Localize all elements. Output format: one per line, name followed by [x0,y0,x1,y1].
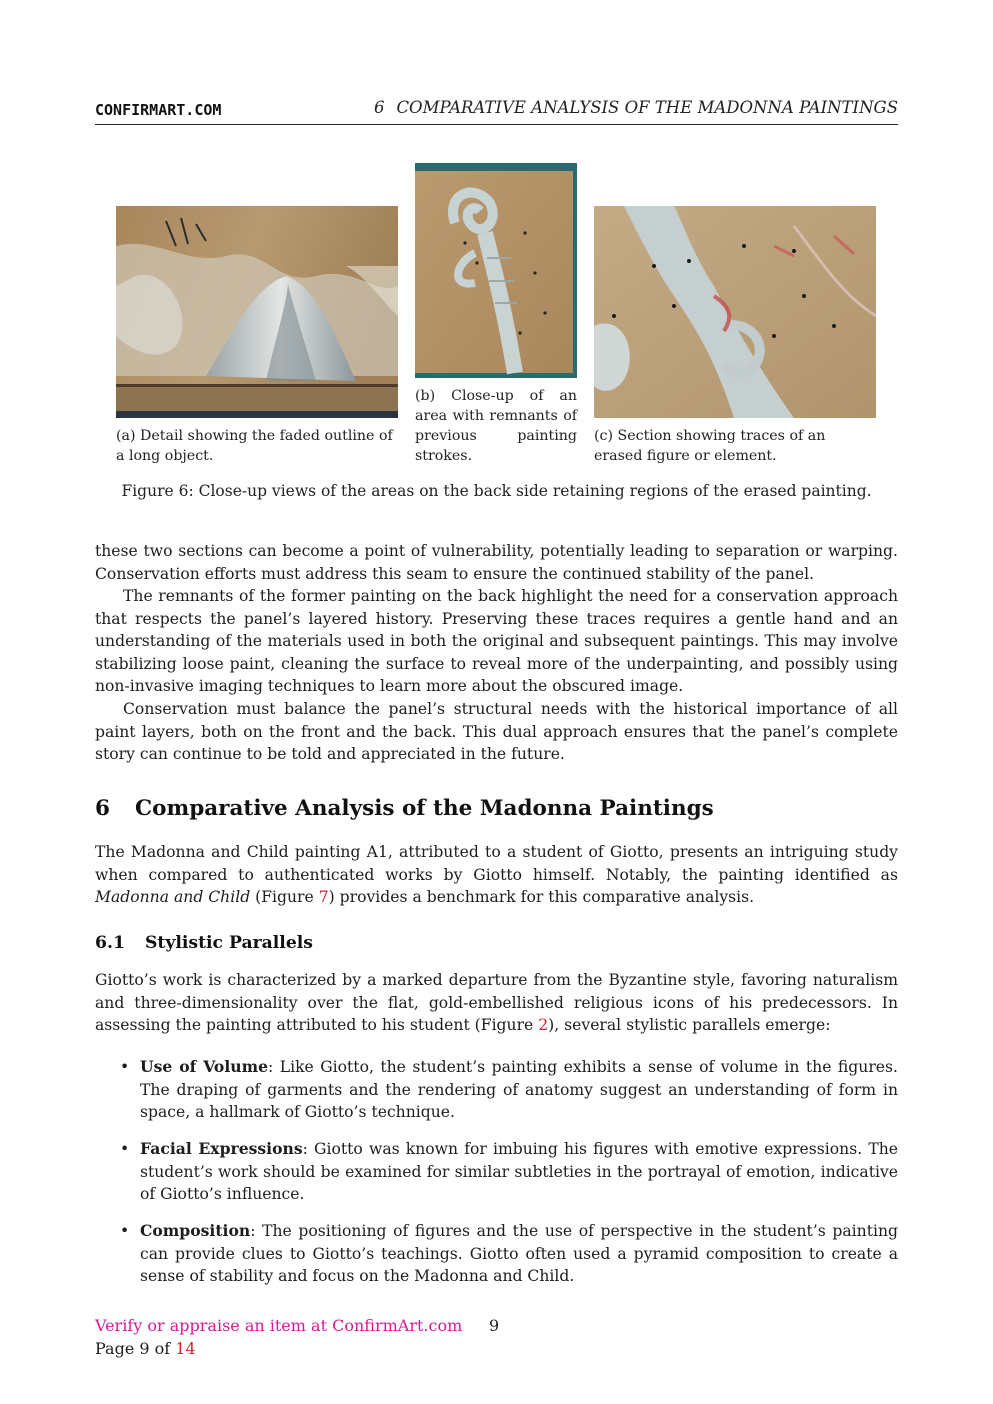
section-intro-italic-title: Madonna and Child [95,888,251,907]
photo-a-wood-panel-detail [116,206,398,418]
list-item-term: Facial Expressions [140,1139,303,1158]
section-title: Comparative Analysis of the Madonna Paintings [135,796,714,821]
site-logo[interactable]: CONFIRMART.COM [95,101,222,119]
list-item [120,1138,899,1206]
paragraph-remnants: The remnants of the former painting on the back highlight the need for a conservation approach that respects the panel’s layered history. Preserving these traces requires a gentle hand and an understanding of the materials used in both the original and subsequent paintings. This may involve stabilizing loose paint, cleaning the surface to reveal more of the underpainting, and possibly using non-invasive imaging techniques to learn more about the obscured image. [95,587,898,696]
running-section-name: COMPARATIVE ANALYSIS OF THE MADONNA PAINTINGS [396,98,898,117]
running-header [95,98,898,125]
subsection-intro-text-1: Giotto’s work is characterized by a marked departure from the Byzantine style, favoring naturalism and three-dimensionality over the flat, gold-embellished religious icons of his predecessors. In assessing the painting attributed to his student (Figure [95,971,898,1035]
paragraph-continuation: these two sections can become a point of vulnerability, potentially leading to separation or warping. Conservation efforts must address this seam to ensure the continued stability of the panel. [95,542,898,583]
subsection-intro-text-2: ), several stylistic parallels emerge: [548,1016,831,1035]
photo-b-paint-remnants [415,163,577,378]
list-item-text: : The positioning of figures and the use of perspective in the student’s painting can provide clues to Giotto’s teachings. Giotto often used a pyramid composition to create a sense of stability and focus on the Madonna and Child. [140,1222,898,1286]
subsection-intro [95,969,898,1037]
subsection-title: Stylistic Parallels [145,933,313,953]
running-section-title [374,98,898,117]
section-intro-text-1: The Madonna and Child painting A1, attributed to a student of Giotto, presents an intriguing study when compared to authenticated works by Giotto himself. Notably, the painting identified as [95,843,898,884]
footer-page-number: 9 [489,1316,500,1335]
bullet-icon: • [120,1140,130,1158]
figure-caption: Figure 6: Close-up views of the areas on the back side retaining regions of the erased painting. [121,482,872,500]
list-item [120,1056,898,1124]
section-intro [95,841,898,909]
list-item-term: Use of Volume [140,1057,269,1076]
subcaption-c: (c) Section showing traces of an erased figure or element. [594,428,826,464]
subsection-heading [95,933,313,953]
footer-page-count [95,1339,196,1358]
figure-7-link[interactable]: 7 [318,888,329,907]
figure-2-link[interactable]: 2 [538,1016,549,1035]
footer-confirmart-link[interactable]: Verify or appraise an item at ConfirmArt.com [95,1316,463,1335]
section-intro-text-2: (Figure [250,888,319,907]
list-item-term: Composition [140,1221,251,1240]
page-count-label: Page 9 of [95,1339,176,1358]
subsection-number: 6.1 [95,933,125,953]
subcaption-b: (b) Close-up of an area with remnants of previous painting strokes. [415,388,577,464]
last-page-link[interactable]: 14 [175,1339,196,1358]
section-heading [95,796,714,821]
bullet-icon: • [120,1058,130,1076]
list-item-text: : Giotto was known for imbuing his figures with emotive expressions. The student’s work should be examined for similar subtleties in the portrayal of emotion, indicative of Giotto’s influence. [140,1140,899,1204]
bullet-icon: • [120,1222,130,1240]
section-number: 6 [95,796,110,821]
subcaption-a: (a) Detail showing the faded outline of a long object. [116,428,393,464]
photo-c-erased-figure [594,206,876,418]
list-item-text: : Like Giotto, the student’s painting exhibits a sense of volume in the figures. The draping of garments and the rendering of anatomy suggest an understanding of form in space, a hallmark of Giotto’s technique. [140,1058,898,1122]
paragraph-balance: Conservation must balance the panel’s structural needs with the historical importance of all paint layers, both on the front and the back. This dual approach ensures that the panel’s complete story can continue to be told and appreciated in the future. [95,700,898,764]
running-section-number: 6 [373,98,385,117]
section-intro-text-3: ) provides a benchmark for this comparative analysis. [328,888,755,907]
list-item [120,1220,898,1288]
